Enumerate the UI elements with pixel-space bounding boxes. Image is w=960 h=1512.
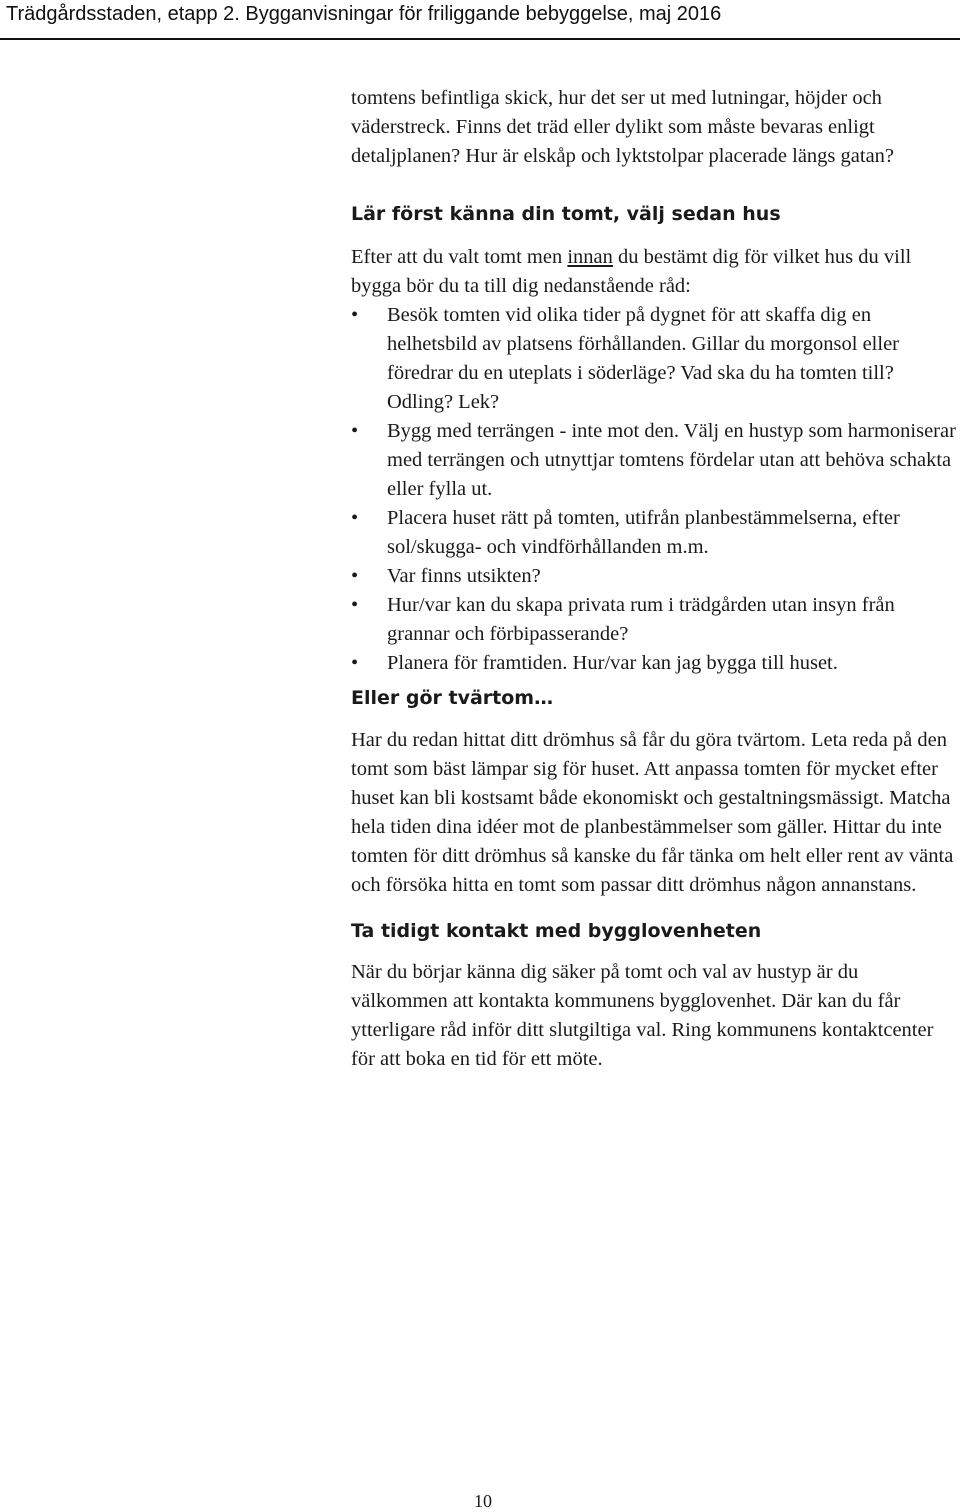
section-heading-do-opposite: Eller gör tvärtom… <box>351 687 554 709</box>
intro-after-text: du bestämt dig för vilket hus du vill bygga bör du ta till dig nedanstående råd: <box>351 246 912 297</box>
intro-paragraph: tomtens befintliga skick, hur det ser ut med lutningar, höjder och väderstreck. Finns det träd eller dylikt som måste bevaras enligt detaljplanen? Hur är elskåp och lyktstolpar placerade längs gatan? <box>351 87 895 167</box>
list-item: • Bygg med terrängen - inte mot den. Välj en hustyp som harmoniserar med terrängen och utnyttjar tomtens fördelar utan att behöva schakta eller fylla ut. <box>351 417 959 504</box>
list-item: • Var finns utsikten? <box>351 562 959 591</box>
list-item: • Besök tomten vid olika tider på dygnet för att skaffa dig en helhetsbild av platsens förhållanden. Gillar du morgonsol eller föredrar du en uteplats i söderläge? Vad ska du ha tomten till? Odling? Lek? <box>351 301 959 417</box>
section-heading-contact: Ta tidigt kontakt med bygglovenheten <box>351 920 762 942</box>
header-rule <box>0 38 960 40</box>
intro-before-text: Efter att du valt tomt men <box>351 246 568 268</box>
advice-list <box>351 301 959 678</box>
page-number: 10 <box>474 1491 492 1511</box>
list-item: • Placera huset rätt på tomten, utifrån planbestämmelserna, efter sol/skugga- och vindförhållanden m.m. <box>351 504 959 562</box>
section-heading-know-your-plot: Lär först känna din tomt, välj sedan hus <box>351 203 781 225</box>
page-content <box>351 84 959 1074</box>
list-item: • Planera för framtiden. Hur/var kan jag bygga till huset. <box>351 649 959 678</box>
list-item: • Hur/var kan du skapa privata rum i trädgården utan insyn från grannar och förbipasserande? <box>351 591 959 649</box>
running-header: Trädgårdsstaden, etapp 2. Bygganvisningar för friliggande bebyggelse, maj 2016 <box>6 3 722 25</box>
section2-body: Har du redan hittat ditt drömhus så får du göra tvärtom. Leta reda på den tomt som bäst lämpar sig för huset. Att anpassa tomten för mycket efter huset kan bli kostsamt både ekonomiskt och gestaltningsmässigt. Matcha hela tiden dina idéer mot de planbestämmelser som gäller. Hittar du inte tomten för ditt drömhus så kanske du får tänka om helt eller rent av vänta och försöka hitta en tomt som passar ditt drömhus någon annanstans. <box>351 729 954 896</box>
section1-intro <box>351 243 959 301</box>
underlined-word: innan <box>567 246 613 268</box>
section3-body: När du börjar känna dig säker på tomt och val av hustyp är du välkommen att kontakta kommunens bygglovenhet. Där kan du får ytterligare råd inför ditt slutgiltiga val. Ring kommunens kontaktcenter för att boka en tid för ett möte. <box>351 961 934 1070</box>
